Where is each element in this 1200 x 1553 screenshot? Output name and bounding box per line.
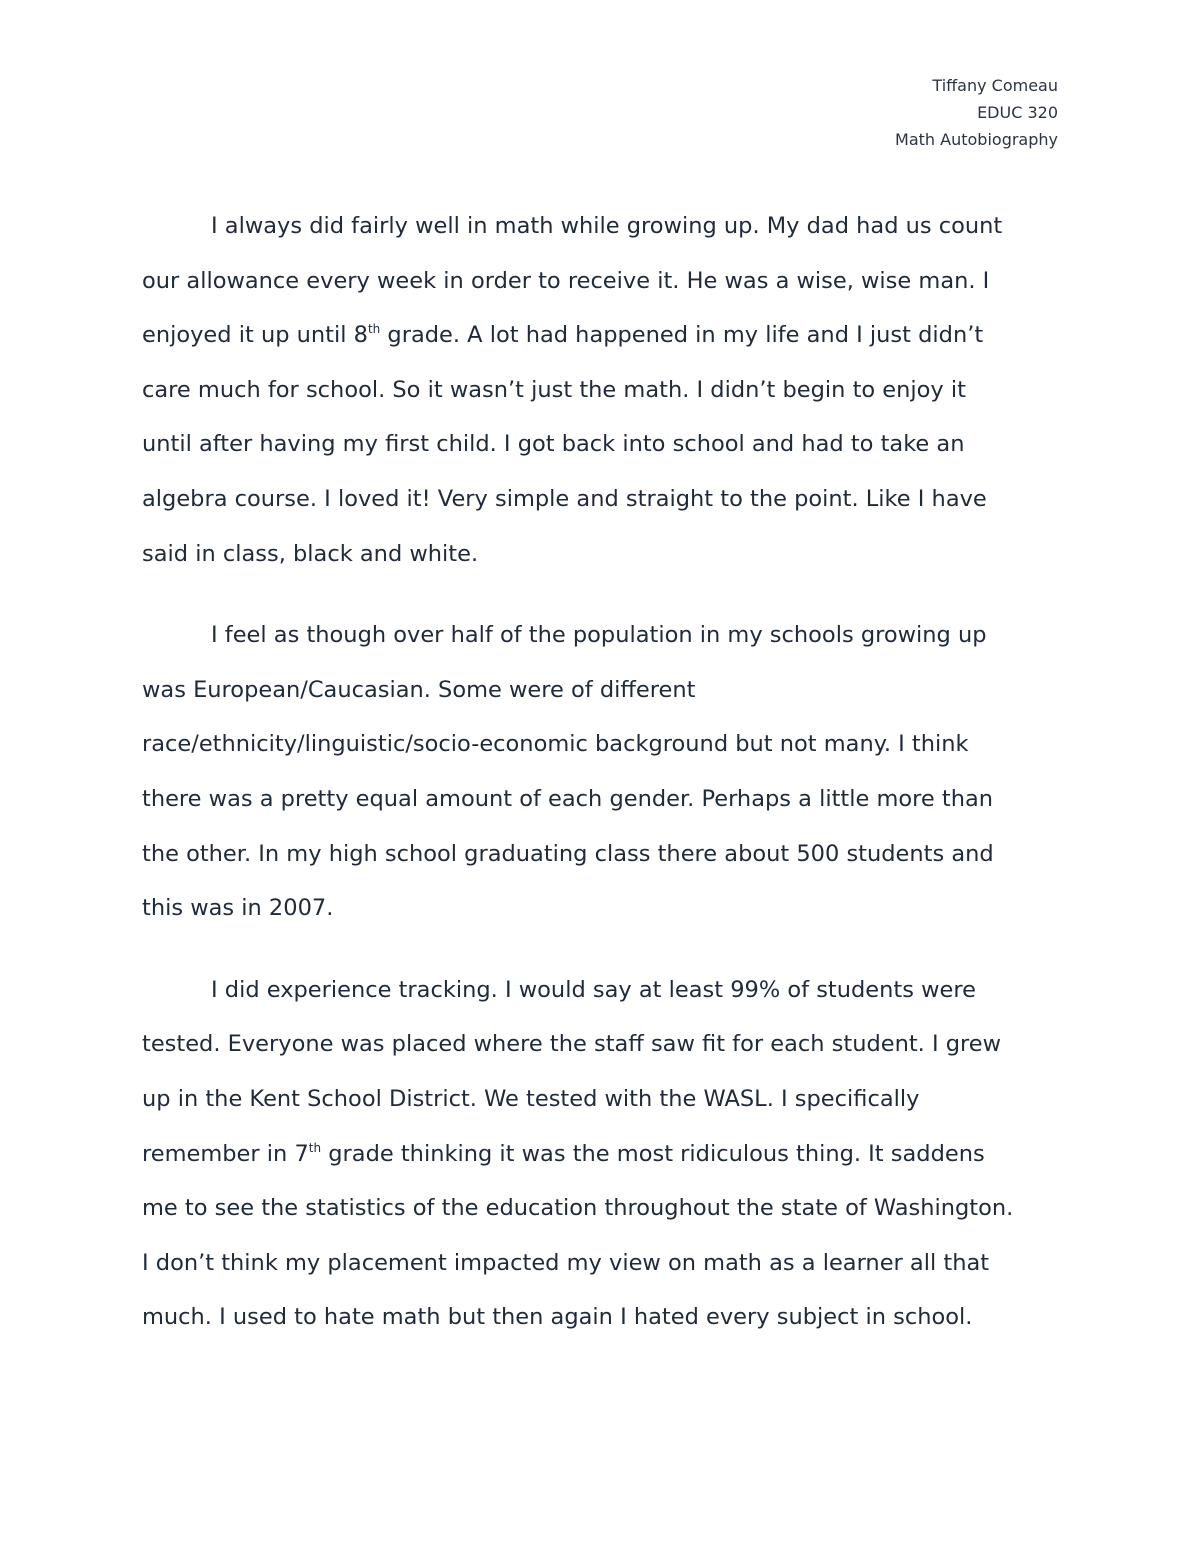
text-line <box>142 1127 1062 1182</box>
document-body <box>142 199 1062 1345</box>
text-run: grade. A lot had happened in my life and I just didn’t <box>380 322 984 349</box>
page-header <box>895 72 1058 153</box>
text-line: tested. Everyone was placed where the staff saw fit for each student. I grew <box>142 1031 1002 1058</box>
paragraph-3 <box>142 963 1062 1345</box>
text-line: I don’t think my placement impacted my view on math as a learner all that <box>142 1249 990 1276</box>
text-line: this was in 2007. <box>142 895 334 922</box>
document-title: Math Autobiography <box>895 130 1058 149</box>
text-line: me to see the statistics of the education throughout the state of Washington. <box>142 1195 1014 1222</box>
text-line: I feel as though over half of the population in my schools growing up <box>211 622 987 649</box>
text-line: until after having my first child. I got back into school and had to take an <box>142 431 965 458</box>
text-line: there was a pretty equal amount of each gender. Perhaps a little more than <box>142 785 994 812</box>
text-line: much. I used to hate math but then again I hated every subject in school. <box>142 1304 973 1331</box>
text-run: remember in 7 <box>142 1140 309 1167</box>
text-line: said in class, black and white. <box>142 540 479 567</box>
text-line: up in the Kent School District. We tested with the WASL. I specifically <box>142 1085 920 1112</box>
text-line: was European/Caucasian. Some were of different <box>142 676 696 703</box>
paragraph-1 <box>142 199 1062 581</box>
text-line: algebra course. I loved it! Very simple and straight to the point. Like I have <box>142 485 987 512</box>
author-name: Tiffany Comeau <box>932 76 1058 95</box>
text-run: enjoyed it up until 8 <box>142 322 368 349</box>
ordinal-suffix: th <box>367 322 381 337</box>
text-line: our allowance every week in order to receive it. He was a wise, wise man. I <box>142 267 990 294</box>
text-line: the other. In my high school graduating class there about 500 students and <box>142 840 994 867</box>
text-line: race/ethnicity/linguistic/socio-economic background but not many. I think <box>142 731 969 758</box>
course-code: EDUC 320 <box>977 103 1058 122</box>
text-line <box>142 308 1062 363</box>
ordinal-suffix: th <box>308 1140 322 1155</box>
text-line: care much for school. So it wasn’t just the math. I didn’t begin to enjoy it <box>142 376 966 403</box>
text-run: grade thinking it was the most ridiculous thing. It saddens <box>321 1140 985 1167</box>
paragraph-2 <box>142 608 1062 936</box>
text-line: I did experience tracking. I would say at least 99% of students were <box>211 976 976 1003</box>
text-line: I always did fairly well in math while growing up. My dad had us count <box>211 213 1003 239</box>
